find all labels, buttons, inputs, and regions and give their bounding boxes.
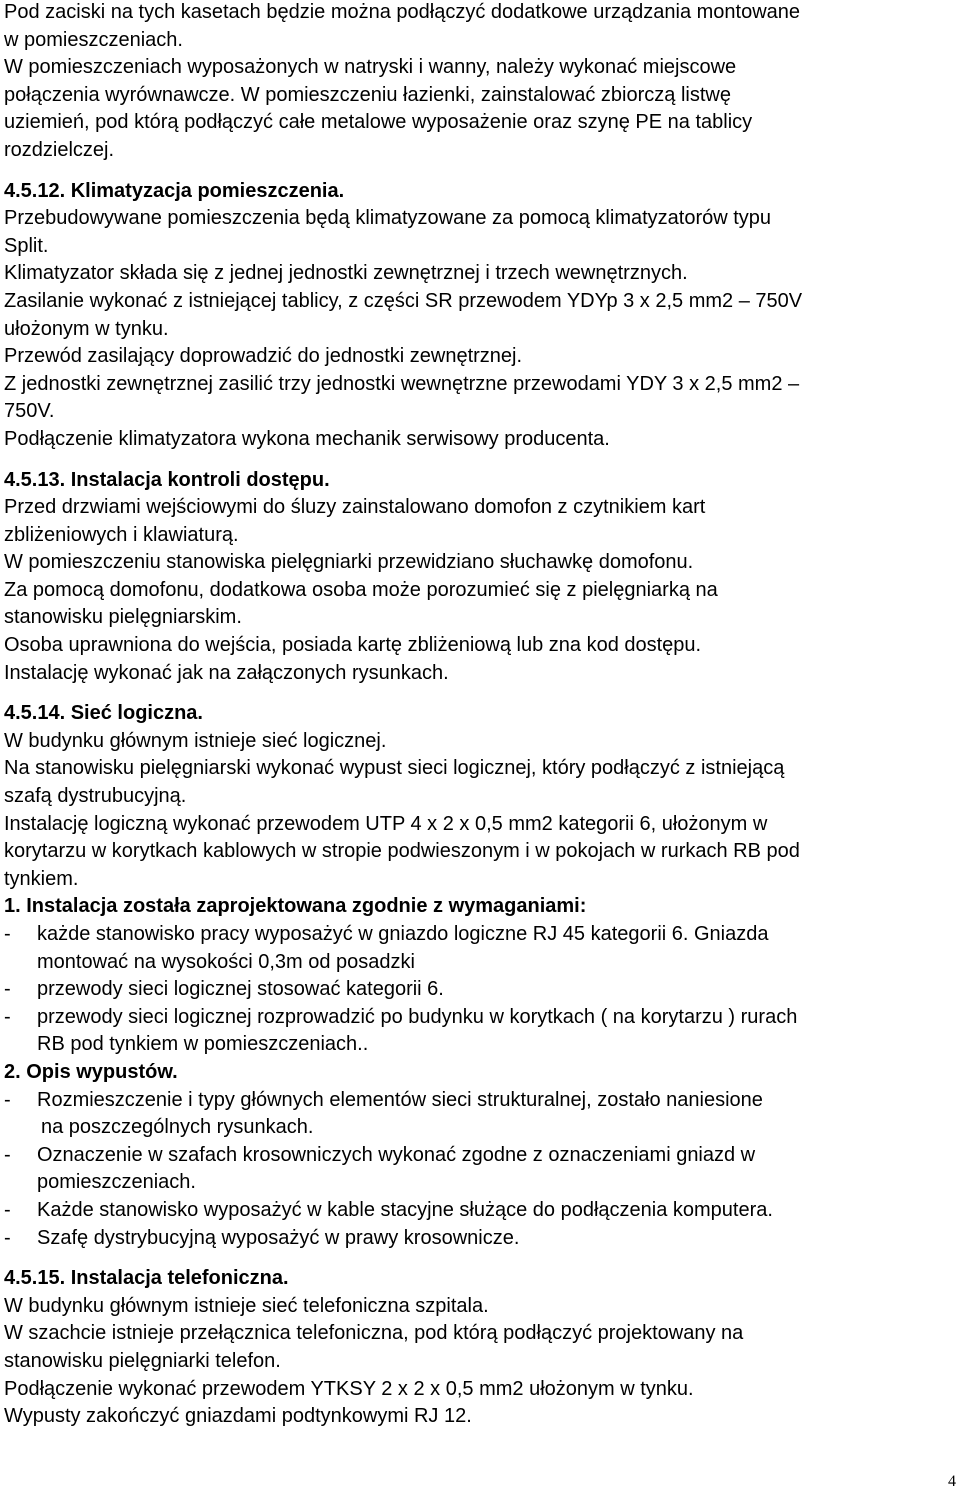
list-item-text: Rozmieszczenie i typy głównych elementów sieci strukturalnej, zostało naniesione [37, 1088, 763, 1111]
section-gap [4, 165, 948, 178]
paragraph-line: Zasilanie wykonać z istniejącej tablicy, z części SR przewodem YDYp 3 x 2,5 mm2 – 750V [4, 289, 803, 312]
paragraph-line: ułożonym w tynku. [4, 317, 169, 340]
document-body [4, 0, 948, 1431]
paragraph-line: Instalację logiczną wykonać przewodem UTP 4 x 2 x 0,5 mm2 kategorii 6, ułożonym w [4, 812, 768, 835]
paragraph-line: Za pomocą domofonu, dodatkowa osoba może porozumieć się z pielęgniarką na [4, 578, 718, 601]
list-item-text: każde stanowisko pracy wyposażyć w gniazdo logiczne RJ 45 kategorii 6. Gniazda [37, 923, 769, 945]
bullet-dash: - [4, 1088, 11, 1111]
paragraph-line: stanowisku pielęgniarki telefon. [4, 1349, 281, 1372]
paragraph-line: zbliżeniowych i klawiaturą. [4, 523, 239, 546]
paragraph-line: Split. [4, 234, 49, 257]
section-heading-4-5-15: 4.5.15. Instalacja telefoniczna. [4, 1267, 289, 1290]
subsection-heading-outlets: 2. Opis wypustów. [4, 1060, 178, 1083]
paragraph-line: Przewód zasilający doprowadzić do jednostki zewnętrznej. [4, 345, 523, 368]
paragraph-line: W szachcie istnieje przełącznica telefoniczna, pod którą podłączyć projektowany na [4, 1322, 744, 1345]
paragraph-line: W pomieszczeniu stanowiska pielęgniarki przewidziano słuchawkę domofonu. [4, 551, 694, 574]
paragraph-line: Na stanowisku pielęgniarski wykonać wypust sieci logicznej, który podłączyć z istniejącą [4, 757, 785, 780]
intro-line: Pod zaciski na tych kasetach będzie można podłączyć dodatkowe urządzania montowane [4, 1, 801, 23]
list-item [4, 976, 948, 1004]
paragraph-line: Klimatyzator składa się z jednej jednostki zewnętrznej i trzech wewnętrznych. [4, 262, 688, 285]
list-item-continuation: na poszczególnych rysunkach. [41, 1116, 314, 1139]
intro-line: W pomieszczeniach wyposażonych w natryski i wanny, należy wykonać miejscowe [4, 56, 737, 79]
paragraph-line: Osoba uprawniona do wejścia, posiada kartę zbliżeniową lub zna kod dostępu. [4, 634, 702, 657]
list-item-continuation: RB pod tynkiem w pomieszczeniach.. [37, 1033, 369, 1056]
section-gap [4, 687, 948, 700]
paragraph-line: korytarzu w korytkach kablowych w stropie podwieszonym i w pokojach w rurkach RB pod [4, 840, 800, 863]
paragraph-line: Przed drzwiami wejściowymi do śluzy zainstalowano domofon z czytnikiem kart [4, 496, 706, 519]
paragraph-line: Podłączenie klimatyzatora wykona mechanik serwisowy producenta. [4, 427, 610, 450]
list-item [4, 1087, 948, 1115]
paragraph-line: szafą dystrubucyjną. [4, 785, 187, 808]
intro-line: rozdzielczej. [4, 138, 115, 161]
list-item-continuation: pomieszczeniach. [37, 1171, 196, 1194]
list-item [4, 921, 948, 949]
list-item [4, 1004, 948, 1032]
list-item-text: Oznaczenie w szafach krosowniczych wykonać zgodne z oznaczeniami gniazd w [37, 1143, 756, 1166]
list-item-text: przewody sieci logicznej rozprowadzić po budynku w korytkach ( na korytarzu ) rurach [37, 1005, 798, 1028]
list-item-text: Szafę dystrybucyjną wyposażyć w prawy krosownicze. [37, 1226, 520, 1249]
paragraph-line: Instalację wykonać jak na załączonych rysunkach. [4, 661, 449, 684]
bullet-dash: - [4, 923, 11, 945]
paragraph-line: Podłączenie wykonać przewodem YTKSY 2 x 2 x 0,5 mm2 ułożonym w tynku. [4, 1377, 694, 1400]
section-gap [4, 454, 948, 467]
list-item [4, 1142, 948, 1170]
bullet-dash: - [4, 1143, 11, 1166]
paragraph-line: tynkiem. [4, 867, 79, 890]
section-heading-4-5-12: 4.5.12. Klimatyzacja pomieszczenia. [4, 179, 345, 202]
subsection-heading-requirements: 1. Instalacja została zaprojektowana zgodnie z wymaganiami: [4, 895, 587, 918]
intro-line: połączenia wyrównawcze. W pomieszczeniu łazienki, zainstalować zbiorczą listwę [4, 83, 731, 106]
section-heading-4-5-13: 4.5.13. Instalacja kontroli dostępu. [4, 468, 330, 491]
bullet-dash: - [4, 1198, 11, 1221]
paragraph-line: W budynku głównym istnieje sieć logicznej. [4, 729, 387, 752]
paragraph-line: stanowisku pielęgniarskim. [4, 606, 242, 629]
list-item [4, 1225, 948, 1253]
list-item-text: Każde stanowisko wyposażyć w kable stacyjne służące do podłączenia komputera. [37, 1198, 773, 1221]
paragraph-line: Wypusty zakończyć gniazdami podtynkowymi RJ 12. [4, 1405, 472, 1428]
page-number: 4 [948, 1473, 956, 1490]
list-item [4, 1197, 948, 1225]
section-heading-4-5-14: 4.5.14. Sieć logiczna. [4, 702, 203, 725]
paragraph-line: Z jednostki zewnętrznej zasilić trzy jednostki wewnętrzne przewodami YDY 3 x 2,5 mm2 – [4, 372, 800, 395]
paragraph-line: W budynku głównym istnieje sieć telefoniczna szpitala. [4, 1294, 489, 1317]
paragraph-line: Przebudowywane pomieszczenia będą klimatyzowane za pomocą klimatyzatorów typu [4, 207, 772, 230]
bullet-dash: - [4, 1005, 11, 1028]
intro-line: w pomieszczeniach. [4, 28, 183, 51]
paragraph-line: 750V. [4, 400, 55, 423]
section-gap [4, 1252, 948, 1265]
list-item-continuation: montować na wysokości 0,3m od posadzki [37, 950, 415, 973]
bullet-dash: - [4, 978, 11, 1001]
bullet-dash: - [4, 1226, 11, 1249]
intro-line: uziemień, pod którą podłączyć całe metalowe wyposażenie oraz szynę PE na tablicy [4, 111, 753, 134]
list-item-text: przewody sieci logicznej stosować kategorii 6. [37, 978, 444, 1001]
